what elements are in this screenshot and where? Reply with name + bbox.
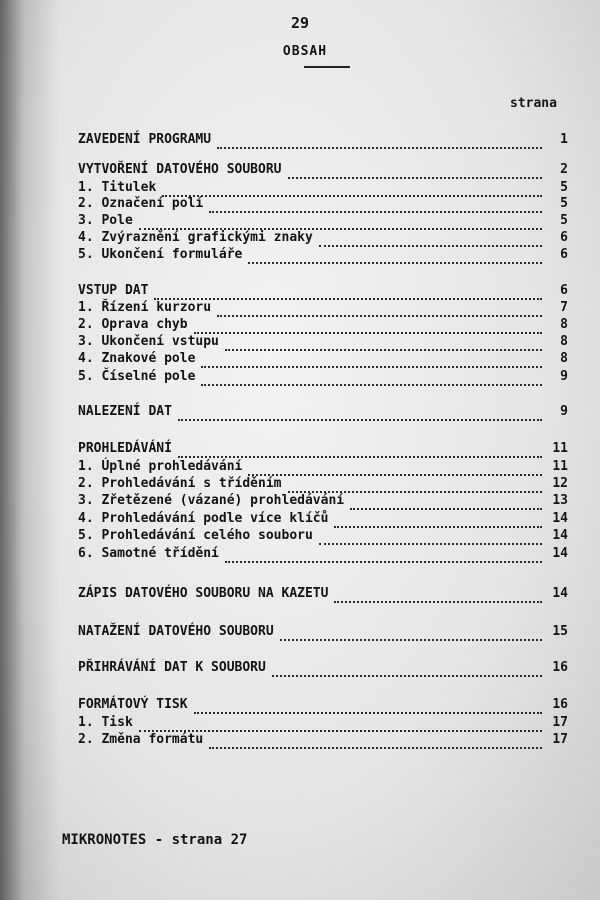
toc-entry-title: ZÁPIS DATOVÉHO SOUBORU NA KAZETU [78, 586, 329, 601]
dot-leader [272, 663, 542, 677]
toc-subsection [78, 493, 568, 509]
toc-subsection [78, 351, 568, 367]
toc-entry-page: 6 [560, 283, 568, 298]
dot-leader [350, 496, 542, 510]
toc-entry-title: 5. Ukončení formuláře [78, 247, 243, 262]
page-number: 29 [290, 14, 310, 32]
toc-subsection [78, 180, 568, 196]
toc-subsection [78, 230, 568, 246]
toc-subsection [78, 213, 568, 229]
toc-entry-page: 8 [560, 334, 568, 349]
toc-entry-page: 9 [560, 404, 568, 419]
toc-subsection [78, 196, 568, 212]
toc-entry-page: 13 [552, 493, 568, 508]
toc-entry-title: NALEZENÍ DAT [78, 404, 172, 419]
toc-entry-title: 6. Samotné třídění [78, 546, 219, 561]
toc-entry-title: 2. Oprava chyb [78, 317, 188, 332]
dot-leader [334, 514, 542, 528]
toc-subsection [78, 334, 568, 350]
toc-entry-title: 3. Zřetězené (vázané) prohledávání [78, 493, 345, 508]
toc-subsection [78, 317, 568, 333]
toc-entry-title: 4. Prohledávání podle více klíčů [78, 511, 329, 526]
toc-subsection [78, 732, 568, 748]
toc-section [78, 404, 568, 420]
toc-section [78, 697, 568, 713]
toc-entry-title: ZAVEDENÍ PROGRAMU [78, 132, 212, 147]
dot-leader [319, 233, 542, 247]
toc-entry-page: 7 [560, 300, 568, 315]
dot-leader [248, 462, 542, 476]
dot-leader [139, 718, 542, 732]
toc-entry-title: 2. Změna formátu [78, 732, 204, 747]
dot-leader [288, 479, 543, 493]
toc-entry-page: 2 [560, 162, 568, 177]
toc-entry-page: 5 [560, 196, 568, 211]
toc-entry-page: 9 [560, 369, 568, 384]
toc-entry-page: 8 [560, 351, 568, 366]
toc-entry-page: 8 [560, 317, 568, 332]
toc-entry-title: VYTVOŘENÍ DATOVÉHO SOUBORU [78, 162, 282, 177]
toc-section [78, 162, 568, 178]
table-of-contents [78, 0, 568, 900]
dot-leader [225, 549, 542, 563]
toc-subsection [78, 546, 568, 562]
toc-subsection [78, 459, 568, 475]
dot-leader [319, 531, 542, 545]
toc-entry-title: 4. Znakové pole [78, 351, 196, 366]
toc-entry-title: 4. Zvýraznění grafickými znaky [78, 230, 313, 245]
toc-entry-title: 1. Úplné prohledávání [78, 459, 243, 474]
toc-subsection [78, 476, 568, 492]
dot-leader [217, 303, 542, 317]
toc-section [78, 660, 568, 676]
dot-leader [178, 444, 542, 458]
toc-entry-title: 2. Prohledávání s tříděním [78, 476, 282, 491]
dot-leader [162, 183, 542, 197]
toc-entry-page: 14 [552, 528, 568, 543]
toc-entry-page: 5 [560, 180, 568, 195]
dot-leader [334, 589, 542, 603]
toc-section [78, 441, 568, 457]
dot-leader [194, 700, 542, 714]
toc-entry-page: 1 [560, 132, 568, 147]
dot-leader [280, 627, 542, 641]
toc-entry-title: 1. Titulek [78, 180, 157, 195]
dot-leader [288, 165, 543, 179]
dot-leader [209, 735, 542, 749]
toc-entry-title: 1. Tisk [78, 715, 133, 730]
toc-entry-title: 5. Číselné pole [78, 369, 196, 384]
dot-leader [154, 286, 542, 300]
toc-subsection [78, 300, 568, 316]
toc-subsection [78, 247, 568, 263]
dot-leader [209, 199, 542, 213]
toc-entry-page: 11 [552, 459, 568, 474]
toc-entry-title: FORMÁTOVÝ TISK [78, 697, 188, 712]
toc-entry-title: 5. Prohledávání celého souboru [78, 528, 313, 543]
toc-entry-page: 17 [552, 715, 568, 730]
dot-leader [201, 354, 542, 368]
page-column-label: strana [510, 96, 557, 111]
toc-entry-page: 14 [552, 586, 568, 601]
dot-leader [194, 320, 542, 334]
toc-entry-page: 17 [552, 732, 568, 747]
dot-leader [248, 250, 542, 264]
toc-entry-title: PŘIHRÁVÁNÍ DAT K SOUBORU [78, 660, 266, 675]
toc-entry-page: 6 [560, 230, 568, 245]
dot-leader [217, 135, 542, 149]
toc-subsection [78, 511, 568, 527]
toc-section [78, 624, 568, 640]
toc-entry-page: 15 [552, 624, 568, 639]
page-edge-shadow [0, 0, 60, 900]
toc-entry-title: 1. Řízení kurzoru [78, 300, 212, 315]
toc-entry-title: 3. Pole [78, 213, 133, 228]
toc-section [78, 586, 568, 602]
toc-entry-title: 2. Označení polí [78, 196, 204, 211]
toc-entry-page: 16 [552, 697, 568, 712]
toc-entry-page: 14 [552, 511, 568, 526]
toc-entry-page: 14 [552, 546, 568, 561]
toc-entry-page: 16 [552, 660, 568, 675]
toc-subsection [78, 715, 568, 731]
toc-section [78, 132, 568, 148]
toc-entry-title: NATAŽENÍ DATOVÉHO SOUBORU [78, 624, 274, 639]
toc-heading: OBSAH [282, 44, 328, 59]
toc-entry-title: VSTUP DAT [78, 283, 149, 298]
dot-leader [225, 337, 542, 351]
toc-entry-page: 12 [552, 476, 568, 491]
dot-leader [201, 372, 542, 386]
dot-leader [178, 407, 542, 421]
toc-entry-page: 11 [552, 441, 568, 456]
toc-entry-title: 3. Ukončení vstupu [78, 334, 219, 349]
dot-leader [139, 216, 542, 230]
toc-entry-title: PROHLEDÁVÁNÍ [78, 441, 172, 456]
toc-subsection [78, 369, 568, 385]
toc-entry-page: 5 [560, 213, 568, 228]
page-footer: MIKRONOTES - strana 27 [62, 832, 248, 848]
toc-subsection [78, 528, 568, 544]
toc-entry-page: 6 [560, 247, 568, 262]
toc-section [78, 283, 568, 299]
